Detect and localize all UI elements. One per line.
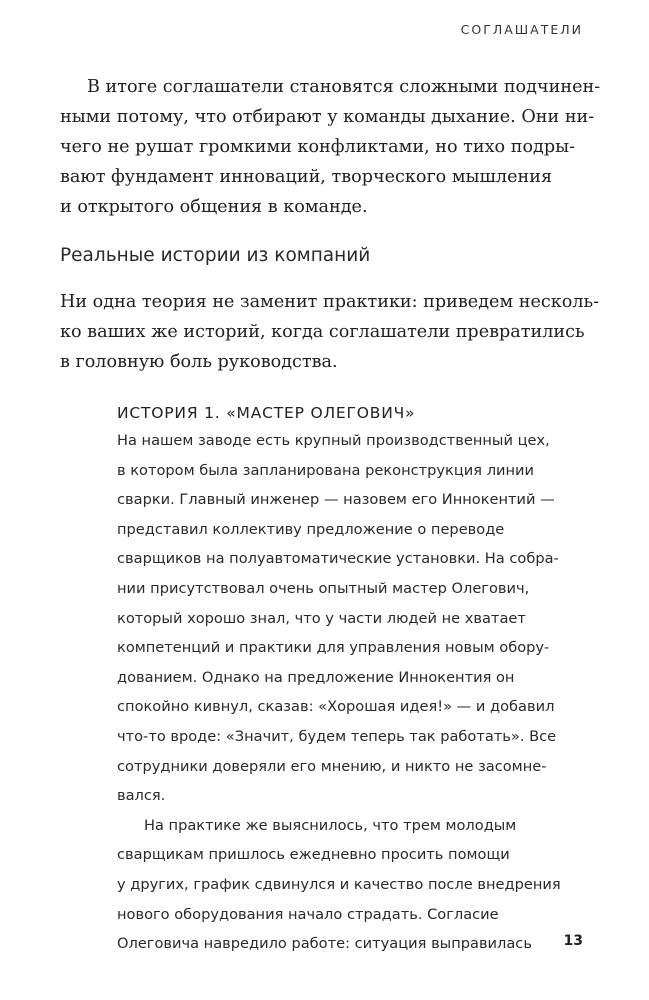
text-line: дованием. Однако на предложение Иннокентия он (117, 668, 515, 686)
text-line: у других, график сдвинулся и качество после внедрения (117, 875, 561, 893)
lead-paragraph (60, 287, 600, 377)
text-line: нии присутствовал очень опытный мастер Олегович, (117, 579, 530, 597)
text-line: На нашем заводе есть крупный производственный цех, (117, 432, 550, 449)
text-line: вают фундамент инноваций, творческого мышления (60, 167, 553, 187)
text-line: спокойно кивнул, сказав: «Хорошая идея!» — и добавил (117, 698, 555, 716)
text-line: В итоге соглашатели становятся сложными подчинен- (87, 77, 601, 97)
story-paragraph-1 (117, 426, 587, 811)
story-title: ИСТОРИЯ 1. «МАСТЕР ОЛЕГОВИЧ» (117, 404, 416, 422)
section-heading: Реальные истории из компаний (60, 245, 371, 266)
text-line: ко ваших же историй, когда соглашатели превратились (60, 322, 585, 342)
running-head: СОГЛАШАТЕЛИ (460, 22, 583, 37)
text-line: сварщиков на полуавтоматические установки. На собра- (117, 550, 559, 568)
text-line: Олеговича навредило работе: ситуация выправилась (117, 935, 532, 953)
text-line: и открытого общения в команде. (60, 197, 368, 217)
text-line: который хорошо знал, что у части людей не хватает (117, 609, 526, 627)
page-number: 13 (563, 933, 583, 949)
text-line: компетенций и практики для управления новым обору- (117, 639, 550, 657)
text-line: чего не рушат громкими конфликтами, но тихо подры- (60, 137, 576, 157)
text-line: вался. (117, 787, 166, 805)
text-line: На практике же выяснилось, что трем молодым (144, 816, 517, 834)
text-line: сварки. Главный инженер — назовем его Иннокентий — (117, 491, 555, 509)
story-paragraph-2 (117, 811, 587, 959)
text-line: что-то вроде: «Значит, будем теперь так работать». Все (117, 727, 557, 745)
text-line: представил коллективу предложение о переводе (117, 520, 505, 538)
text-line: сварщикам пришлось ежедневно просить помощи (117, 846, 510, 864)
text-line: в головную боль руководства. (60, 352, 338, 372)
text-line: нового оборудования начало страдать. Согласие (117, 905, 499, 923)
text-line: в котором была запланирована реконструкция линии (117, 461, 535, 479)
text-line: Ни одна теория не заменит практики: приведем несколь- (60, 292, 600, 312)
text-line: сотрудники доверяли его мнению, и никто не засомне- (117, 757, 547, 775)
intro-paragraph (60, 72, 601, 222)
text-line: ными потому, что отбирают у команды дыхание. Они ни- (60, 107, 595, 127)
story-block (117, 400, 587, 959)
